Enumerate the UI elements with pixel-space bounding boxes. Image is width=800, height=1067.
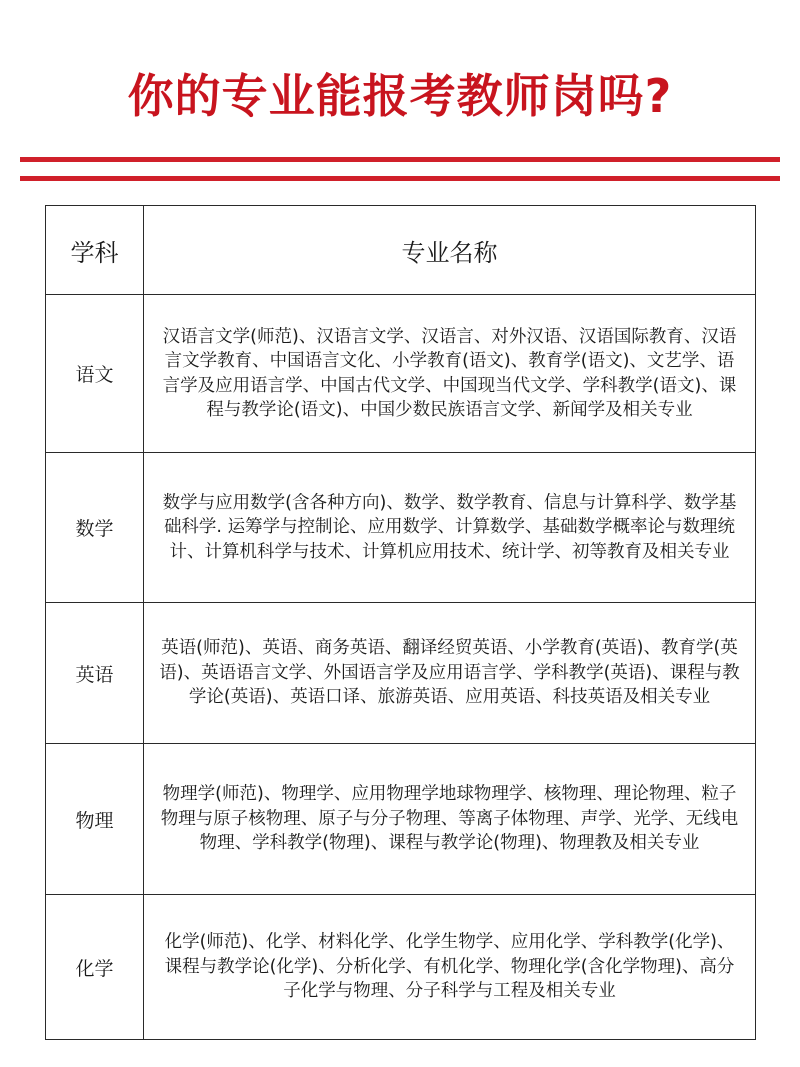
red-divider-top xyxy=(20,157,780,162)
red-divider-bottom xyxy=(20,176,780,181)
subject-cell: 语文 xyxy=(46,295,144,453)
subject-cell: 数学 xyxy=(46,453,144,603)
table-row xyxy=(46,295,756,453)
table-row xyxy=(46,895,756,1040)
majors-cell: 汉语言文学(师范)、汉语言文学、汉语言、对外汉语、汉语国际教育、汉语言文学教育、中国语言文化、小学教育(语文)、教育学(语文)、文艺学、语言学及应用语言学、中国古代文学、中国现当代文学、学科教学(语文)、课程与教学论(语文)、中国少数民族语言文学、新闻学及相关专业 xyxy=(144,295,756,453)
subject-cell: 英语 xyxy=(46,603,144,744)
table-row xyxy=(46,744,756,895)
header-majors: 专业名称 xyxy=(144,206,756,295)
table-header-row xyxy=(46,206,756,295)
subject-majors-table xyxy=(45,205,756,1040)
table-row xyxy=(46,453,756,603)
majors-cell: 物理学(师范)、物理学、应用物理学地球物理学、核物理、理论物理、粒子物理与原子核物理、原子与分子物理、等离子体物理、声学、光学、无线电物理、学科教学(物理)、课程与教学论(物理)、物理教及相关专业 xyxy=(144,744,756,895)
table-row xyxy=(46,603,756,744)
majors-cell: 数学与应用数学(含各种方向)、数学、数学教育、信息与计算科学、数学基础科学. 运筹学与控制论、应用数学、计算数学、基础数学概率论与数理统计、计算机科学与技术、计算机应用技术、统计学、初等教育及相关专业 xyxy=(144,453,756,603)
majors-cell: 化学(师范)、化学、材料化学、化学生物学、应用化学、学科教学(化学)、课程与教学论(化学)、分析化学、有机化学、物理化学(含化学物理)、高分子化学与物理、分子科学与工程及相关专业 xyxy=(144,895,756,1040)
page-title: 你的专业能报考教师岗吗? xyxy=(127,69,673,123)
header-subject: 学科 xyxy=(46,206,144,295)
majors-cell: 英语(师范)、英语、商务英语、翻译经贸英语、小学教育(英语)、教育学(英语)、英语语言文学、外国语言学及应用语言学、学科教学(英语)、课程与教学论(英语)、英语口译、旅游英语、应用英语、科技英语及相关专业 xyxy=(144,603,756,744)
subject-cell: 化学 xyxy=(46,895,144,1040)
subject-cell: 物理 xyxy=(46,744,144,895)
